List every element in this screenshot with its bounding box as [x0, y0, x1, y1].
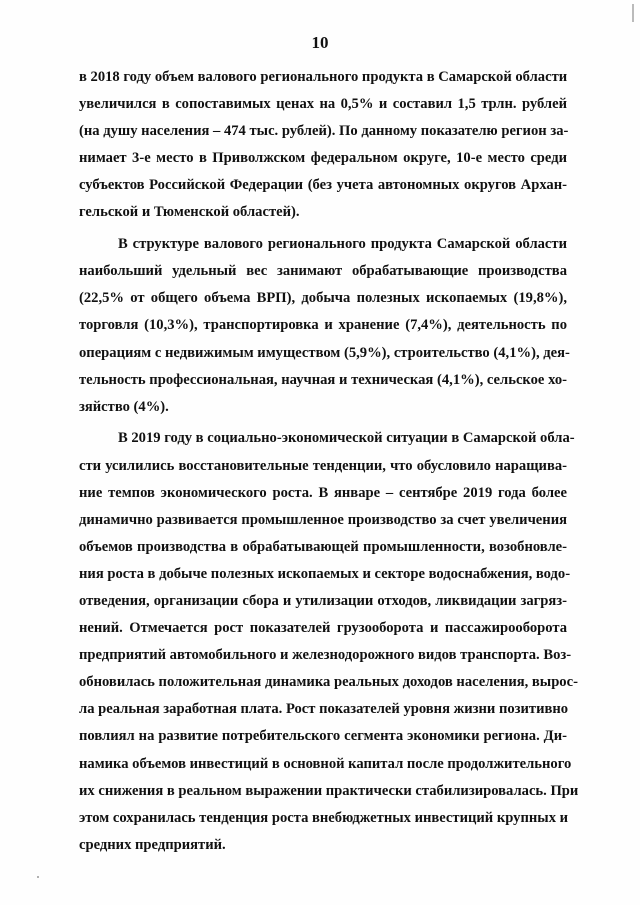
- scan-artifact-mark: [632, 4, 634, 22]
- text-line: тельность профессиональная, научная и техническая (4,1%), сельское хо-: [79, 371, 567, 388]
- text-line: предприятий автомобильного и железнодорожного видов транспорта. Воз-: [79, 647, 572, 664]
- text-line: нимает 3-е место в Приволжском федеральном округе, 10-е место среди: [79, 150, 567, 167]
- paragraph-2019-situation: [79, 425, 579, 859]
- text-line: отведения, организации сбора и утилизации отходов, ликвидации загряз-: [79, 592, 567, 609]
- text-line: наибольший удельный вес занимают обрабатывающие производства: [79, 263, 567, 280]
- text-line: обновилась положительная динамика реальных доходов населения, вырос-: [79, 674, 578, 691]
- page-number: 10: [311, 33, 329, 52]
- text-line: в 2018 году объем валового регионального продукта в Самарской области: [79, 69, 568, 85]
- text-line: средних предприятий.: [79, 836, 226, 853]
- paragraph-grp-structure: [79, 231, 570, 421]
- text-line: ла реальная заработная плата. Рост показателей уровня жизни позитивно: [79, 701, 569, 718]
- text-line: субъектов Российской Федерации (без учета автономных округов Архан-: [79, 177, 567, 194]
- text-line: повлиял на развитие потребительского сегмента экономики региона. Ди-: [79, 728, 567, 745]
- text-line: намика объемов инвестиций в основной капитал после продолжительного: [79, 755, 572, 772]
- scan-artifact-dot: [37, 876, 39, 878]
- text-line: операциям с недвижимым имуществом (5,9%), строительство (4,1%), дея-: [79, 344, 570, 361]
- text-line: нений. Отмечается рост показателей грузооборота и пассажирооборота: [79, 620, 567, 637]
- text-line: (на душу населения – 474 тыс. рублей). По данному показателю регион за-: [79, 123, 569, 140]
- text-line: гельской и Тюменской областей).: [79, 204, 300, 221]
- text-line: В 2019 году в социально-экономической ситуации в Самарской обла-: [118, 430, 575, 447]
- text-line: В структуре валового регионального продукта Самарской области: [118, 236, 567, 253]
- text-line: динамично развивается промышленное производство за счет увеличения: [79, 511, 567, 528]
- paragraph-grp-summary: [79, 64, 567, 227]
- text-line: ние темпов экономического роста. В январе – сентябре 2019 года более: [79, 484, 567, 501]
- text-line: этом сохранилась тенденция роста внебюджетных инвестиций крупных и: [79, 809, 569, 826]
- text-line: их снижения в реальном выражении практически стабилизировалась. При: [79, 782, 579, 799]
- text-line: ния роста в добыче полезных ископаемых и секторе водоснабжения, водо-: [79, 565, 571, 582]
- document-body: [79, 64, 579, 864]
- text-line: увеличился в сопоставимых ценах на 0,5% и составил 1,5 трлн. рублей: [79, 96, 567, 113]
- text-line: (22,5% от общего объема ВРП), добыча полезных ископаемых (19,8%),: [79, 290, 567, 307]
- text-line: торговля (10,3%), транспортировка и хранение (7,4%), деятельность по: [79, 317, 567, 334]
- text-line: объемов производства в обрабатывающей промышленности, возобновле-: [79, 538, 567, 555]
- text-line: сти усилились восстановительные тенденции, что обусловило наращива-: [79, 457, 567, 474]
- text-line: зяйство (4%).: [79, 398, 169, 415]
